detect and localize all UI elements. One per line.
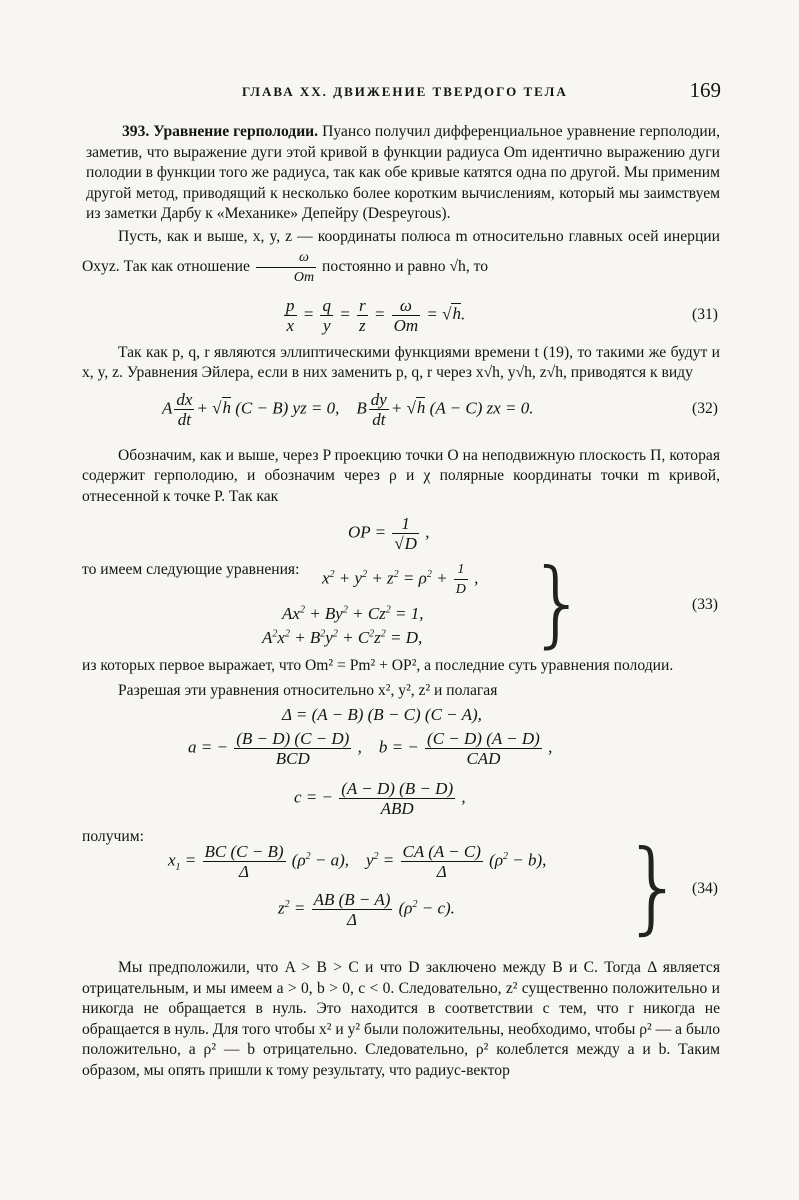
equation-34-line-1: $x_1$ = $\frac{BC (C - B)}{\Delta}$ $(\rho^2 - a)$, $y^2$ = $\frac{CA (A - C)}{\Delta}$ $(\rho^2 - b)$,	[168, 841, 547, 881]
section-title: 393. Уравнение герполодии.	[122, 123, 319, 140]
equation-c	[82, 777, 720, 825]
omega-over-om-fraction: $\frac{\omega}{Om}$	[256, 248, 316, 287]
page-header	[118, 78, 721, 108]
equation-op	[82, 512, 720, 558]
equation-34-number: (34)	[692, 879, 718, 897]
brace-34: }	[622, 827, 686, 945]
equation-ab-body: a = − $\frac{(B - D) (C - D)}{\text{BCD}}$ , b = − $\frac{(C - D) (A - D)}{\text{CAD}}$ ,	[188, 729, 553, 769]
brace-33: }	[528, 549, 588, 659]
equation-33-number: (33)	[692, 596, 718, 614]
paragraph-4: Обозначим, как и выше, через P проекцию точки O на неподвижную плоскость П, которая содержит герполодию, и обозначим через ρ и χ полярные координаты точки m кривой, отнесенной к точке P. Так как	[82, 446, 720, 505]
paragraph-2-text-a: Пусть, как и выше, x, y, z — координаты полюса m относительно главных осей инерции Oxyz. Так как отношение	[82, 227, 720, 275]
equation-op-body: OP = $\frac{1}{√D}$ ,	[348, 513, 430, 553]
equation-31-body: $\frac{p}{x}$ = $\frac{q}{y}$ = $\frac{r}{z}$ = $\frac{\omega}{Om}$ = √h.	[286, 295, 466, 335]
paragraph-1	[86, 122, 720, 225]
paragraph-9: Мы предположили, что A > B > C и что D заключено между B и C. Тогда Δ является отрицательным, и мы имеем a > 0, b > 0, c < 0. Следовательно, z² существенно положительно и никогда не обращается в нуль. Это находится в соответствии с тем, что r никогда не обращается в нуль. Для того чтобы x² и y² были положительны, необходимо, чтобы ρ² — a было положительно, а ρ² — b отрицательно. Следовательно, ρ² колеблется между a и b. Таким образом, мы опять пришли к тому результату, что радиус-вектор	[82, 958, 720, 1079]
page-number: 169	[689, 78, 721, 102]
paragraph-8: получим:	[82, 828, 144, 846]
equation-32	[82, 388, 720, 432]
equation-34-line-2: $z^2$ = $\frac{AB (B - A)}{\Delta}$ $(\rho^2 - c)$.	[278, 889, 455, 929]
running-head: ГЛАВА XX. ДВИЖЕНИЕ ТВЕРДОГО ТЕЛА	[242, 84, 568, 99]
equation-31-number: (31)	[692, 305, 718, 323]
equation-33-line-1: $x^2 + y^2 + z^2 = \rho^2$ + $\frac{1}{D}$ ,	[322, 562, 479, 598]
paragraph-1-text: Пуансо получил дифференциальное уравнение герполодии, заметив, что выражение дуги этой кривой в функции радиуса Om идентично выражению дуги полодии в функции того же радиуса, так как обе кривые катятся одна по другой. Мы применим другой метод, приводящий к несколько более коротким вычислениям, который мы заимствуем из заметки Дарбу к «Механике» Депейру (Despeyrous).	[86, 123, 720, 223]
page-body	[82, 122, 720, 1081]
equation-33-line-2: $Ax^2 + By^2 + Cz^2 = 1$,	[282, 604, 424, 624]
paragraph-2	[82, 227, 720, 287]
equation-ab	[82, 729, 720, 773]
equation-delta	[82, 705, 720, 729]
equation-33	[82, 549, 720, 659]
paragraph-3: Так как p, q, r являются эллиптическими функциями времени t (19), то такими же будут и x, y, z. Уравнения Эйлера, если в них заменить p, q, r через x√h, y√h, z√h, приводятся к виду	[82, 343, 720, 382]
equation-delta-body: Δ = (A − B) (B − C) (C − A),	[282, 705, 482, 725]
equation-c-body: c = − $\frac{(A - D) (B - D)}{\text{ABD}}$ ,	[294, 779, 466, 819]
paragraph-2-text-b: постоянно и равно √h, то	[321, 257, 489, 275]
equation-32-body: A $\frac{dx}{dt}$ + √h (C − B) yz = 0, B $\frac{dy}{dt}$ + √h (A − C) zx = 0.	[162, 389, 534, 429]
paragraph-5: то имеем следующие уравнения:	[82, 560, 300, 578]
paragraph-7: Разрешая эти уравнения относительно x², y², z² и полагая	[118, 681, 498, 699]
equation-31	[82, 293, 720, 337]
equation-33-line-3: $A^2x^2 + B^2y^2 + C^2z^2 = D$,	[262, 628, 423, 648]
paragraph-6: из которых первое выражает, что Om² = Pm² + OP², а последние суть уравнения полодии.	[82, 657, 674, 675]
equation-32-number: (32)	[692, 399, 718, 417]
